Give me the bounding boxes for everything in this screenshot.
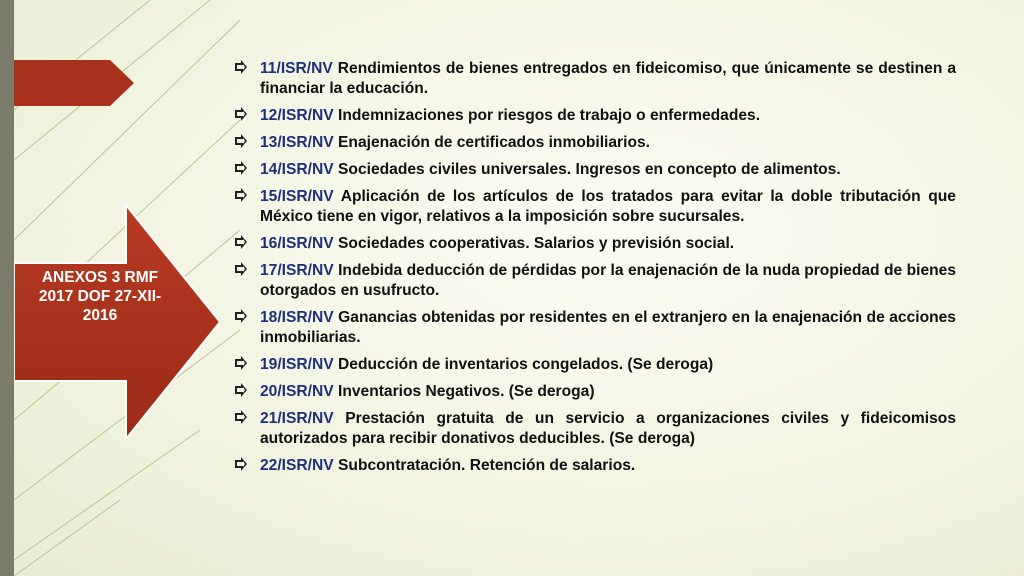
list-item: [232, 382, 956, 402]
item-code: 17/ISR/NV: [260, 262, 334, 279]
arrow-bullet-icon: [234, 235, 248, 249]
arrow-bullet-icon: [234, 262, 248, 276]
list-item: [232, 456, 956, 476]
list-item: [232, 133, 956, 153]
arrow-bullet-icon: [234, 134, 248, 148]
item-text: Sociedades cooperativas. Salarios y previsión social.: [338, 235, 735, 252]
arrow-label-line-3: 2016: [82, 307, 118, 324]
list-item: [232, 160, 956, 180]
list-item: [232, 234, 956, 254]
item-text: Enajenación de certificados inmobiliarios.: [338, 134, 650, 151]
list-item: [232, 355, 956, 375]
bullet-list: [232, 59, 956, 483]
arrow-label: [20, 268, 180, 325]
item-code: 12/ISR/NV: [260, 107, 334, 124]
item-text: Prestación gratuita de un servicio a organizaciones civiles y fideicomisos autorizados para recibir donativos deducibles. (Se deroga): [260, 410, 956, 447]
item-text: Sociedades civiles universales. Ingresos en concepto de alimentos.: [338, 161, 841, 178]
top-arrow-shape: [14, 60, 134, 106]
item-code: 21/ISR/NV: [260, 410, 334, 427]
item-text: Subcontratación. Retención de salarios.: [338, 457, 636, 474]
item-text: Inventarios Negativos. (Se deroga): [338, 383, 595, 400]
item-text: Aplicación de los artículos de los tratados para evitar la doble tributación que México tiene en vigor, relativos a la imposición sobre sucursales.: [260, 188, 956, 225]
list-item: [232, 59, 956, 99]
item-code: 19/ISR/NV: [260, 356, 334, 373]
item-code: 22/ISR/NV: [260, 457, 334, 474]
arrow-bullet-icon: [234, 188, 248, 202]
list-item: [232, 308, 956, 348]
arrow-bullet-icon: [234, 383, 248, 397]
arrow-label-line-2: 2017 DOF 27-XII-: [38, 288, 162, 305]
list-item: [232, 187, 956, 227]
list-item: [232, 261, 956, 301]
arrow-bullet-icon: [234, 356, 248, 370]
arrow-label-line-1: ANEXOS 3 RMF: [41, 269, 159, 286]
item-code: 13/ISR/NV: [260, 134, 334, 151]
arrow-bullet-icon: [234, 161, 248, 175]
arrow-bullet-icon: [234, 410, 248, 424]
item-code: 18/ISR/NV: [260, 309, 334, 326]
item-text: Deducción de inventarios congelados. (Se deroga): [338, 356, 714, 373]
list-item: [232, 106, 956, 126]
arrow-bullet-icon: [234, 309, 248, 323]
item-text: Indemnizaciones por riesgos de trabajo o enfermedades.: [338, 107, 761, 124]
arrow-bullet-icon: [234, 457, 248, 471]
item-text: Indebida deducción de pérdidas por la enajenación de la nuda propiedad de bienes otorgados en usufructo.: [260, 262, 956, 299]
item-code: 14/ISR/NV: [260, 161, 334, 178]
item-code: 11/ISR/NV: [260, 60, 333, 77]
arrow-bullet-icon: [234, 60, 248, 74]
item-text: Rendimientos de bienes entregados en fideicomiso, que únicamente se destinen a financiar la educación.: [260, 60, 956, 97]
item-code: 20/ISR/NV: [260, 383, 334, 400]
arrow-bullet-icon: [234, 107, 248, 121]
list-item: [232, 409, 956, 449]
item-code: 15/ISR/NV: [260, 188, 334, 205]
item-code: 16/ISR/NV: [260, 235, 334, 252]
item-text: Ganancias obtenidas por residentes en el extranjero en la enajenación de acciones inmobiliarias.: [260, 309, 956, 346]
